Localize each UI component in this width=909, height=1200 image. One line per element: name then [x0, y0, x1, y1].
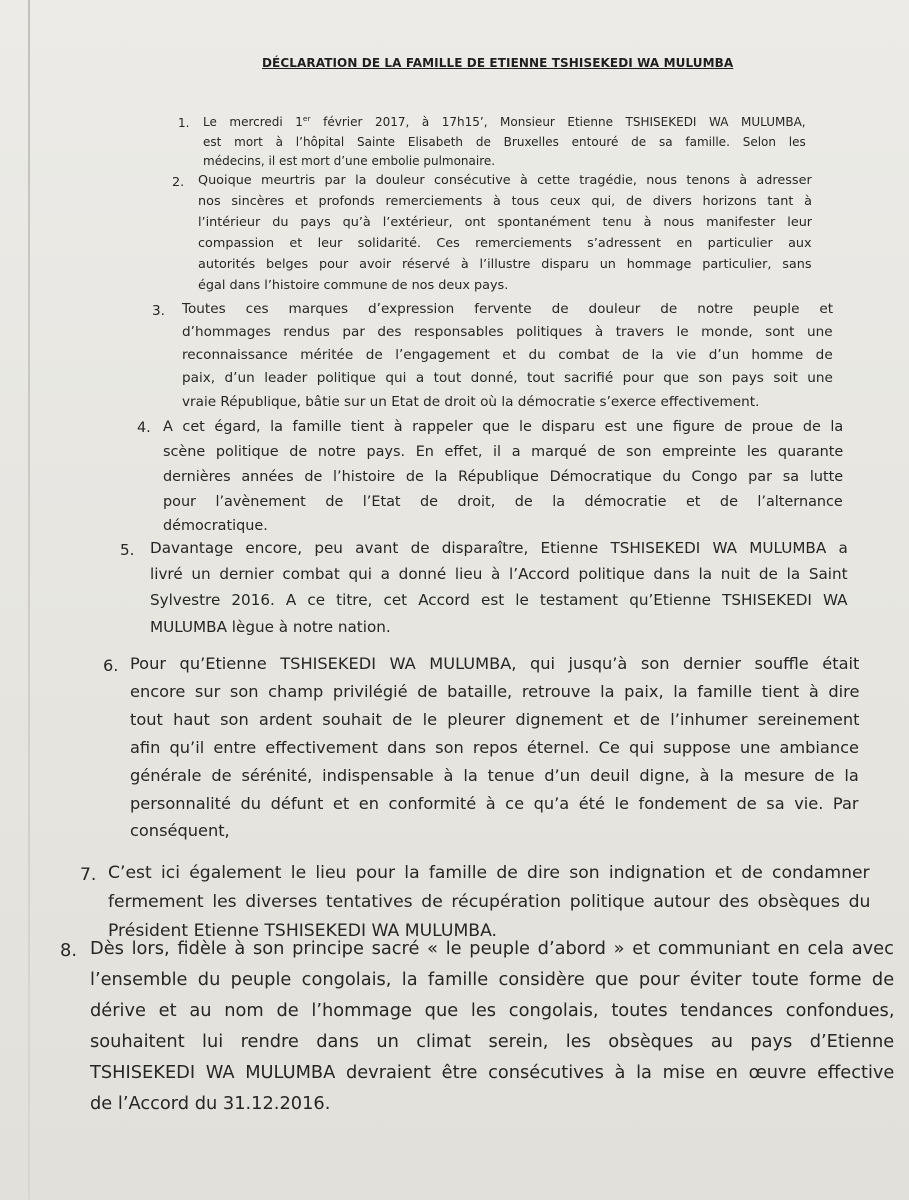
item-line: l’ensemble du peuple congolais, la famille considère que pour éviter toute forme de — [90, 969, 895, 990]
item-number: 8. — [60, 940, 77, 961]
item-line: A cet égard, la famille tient à rappeler que le disparu est une figure de proue de la — [163, 419, 844, 435]
item-line: Davantage encore, peu avant de disparaître, Etienne TSHISEKEDI WA MULUMBA a — [150, 539, 848, 557]
item-line: compassion et leur solidarité. Ces remerciements s’adressent en particulier aux — [198, 236, 812, 251]
item-number: 3. — [152, 303, 165, 319]
item-line: Pour qu’Etienne TSHISEKEDI WA MULUMBA, qui jusqu’à son dernier souffle était — [130, 654, 860, 673]
item-line: scène politique de notre pays. En effet, il a marqué de son empreinte les quarante — [163, 444, 844, 460]
item-line: générale de sérénité, indispensable à la tenue d’un deuil digne, à la mesure de la — [130, 766, 859, 785]
item-line: livré un dernier combat qui a donné lieu à l’Accord politique dans la nuit de la Saint — [150, 565, 848, 583]
item-line: fermement les diverses tentatives de récupération politique autour des obsèques du — [108, 892, 871, 912]
item-line: vraie République, bâtie sur un Etat de droit où la démocratie s’exerce effectivement. — [182, 394, 760, 410]
item-line: personnalité du défunt et en conformité à ce qu’a été le fondement de sa vie. Par — [130, 794, 859, 813]
item-line: démocratique. — [163, 518, 268, 534]
document-title: DÉCLARATION DE LA FAMILLE DE ETIENNE TSHISEKEDI WA MULUMBA — [262, 56, 734, 70]
item-line: est mort à l’hôpital Sainte Elisabeth de Bruxelles entouré de sa famille. Selon les — [203, 135, 806, 149]
item-line: Président Etienne TSHISEKEDI WA MULUMBA. — [108, 921, 497, 941]
item-line: médecins, il est mort d’une embolie pulmonaire. — [203, 154, 496, 168]
item-line: Le mercredi 1er février 2017, à 17h15’, Monsieur Etienne TSHISEKEDI WA MULUMBA, — [203, 114, 806, 129]
item-line: l’intérieur du pays qu’à l’extérieur, ont spontanément tenu à nous manifester leur — [198, 215, 813, 230]
item-number: 2. — [172, 175, 185, 190]
item-number: 1. — [178, 116, 190, 130]
item-line: d’hommages rendus par des responsables politiques à travers le monde, sont une — [182, 324, 833, 340]
item-line: MULUMBA lègue à notre nation. — [150, 618, 391, 636]
paper-fold-shadow — [28, 0, 30, 1200]
item-line: Sylvestre 2016. A ce titre, cet Accord est le testament qu’Etienne TSHISEKEDI WA — [150, 591, 848, 609]
item-line: pour l’avènement de l’Etat de droit, de la démocratie et de l’alternance — [163, 494, 843, 510]
item-line: reconnaissance méritée de l’engagement et du combat de la vie d’un homme de — [182, 347, 833, 363]
item-number: 5. — [120, 541, 135, 559]
item-line: afin qu’il entre effectivement dans son repos éternel. Ce qui suppose une ambiance — [130, 738, 859, 757]
item-line: autorités belges pour avoir réservé à l’illustre disparu un hommage particulier, sans — [198, 257, 812, 272]
item-number: 7. — [80, 865, 97, 885]
item-line: nos sincères et profonds remerciements à tous ceux qui, de divers horizons tant à — [198, 194, 812, 209]
item-line: égal dans l’histoire commune de nos deux pays. — [198, 278, 509, 293]
item-line: Quoique meurtris par la douleur consécutive à cette tragédie, nous tenons à adresser — [198, 173, 812, 188]
item-line: TSHISEKEDI WA MULUMBA devraient être consécutives à la mise en œuvre effective — [90, 1062, 895, 1083]
item-line: C’est ici également le lieu pour la famille de dire son indignation et de condamner — [108, 863, 870, 883]
item-line: Toutes ces marques d’expression fervente de douleur de notre peuple et — [182, 301, 834, 317]
item-number: 4. — [137, 420, 151, 436]
item-line: encore sur son champ privilégié de bataille, retrouve la paix, la famille tient à dire — [130, 682, 860, 701]
item-number: 6. — [103, 656, 119, 675]
item-line: dernières années de l’histoire de la République Démocratique du Congo par sa lutte — [163, 469, 844, 485]
item-line: paix, d’un leader politique qui a tout donné, tout sacrifié pour que son pays soit une — [182, 370, 833, 386]
item-line: de l’Accord du 31.12.2016. — [90, 1093, 331, 1114]
item-line: conséquent, — [130, 821, 230, 840]
item-line: Dès lors, fidèle à son principe sacré « le peuple d’abord » et communiant en cela avec — [90, 938, 894, 959]
item-line: souhaitent lui rendre dans un climat serein, les obsèques au pays d’Etienne — [90, 1031, 895, 1052]
item-line: tout haut son ardent souhait de le pleurer dignement et de l’inhumer sereinement — [130, 710, 860, 729]
item-line: dérive et au nom de l’hommage que les congolais, toutes tendances confondues, — [90, 1000, 895, 1021]
